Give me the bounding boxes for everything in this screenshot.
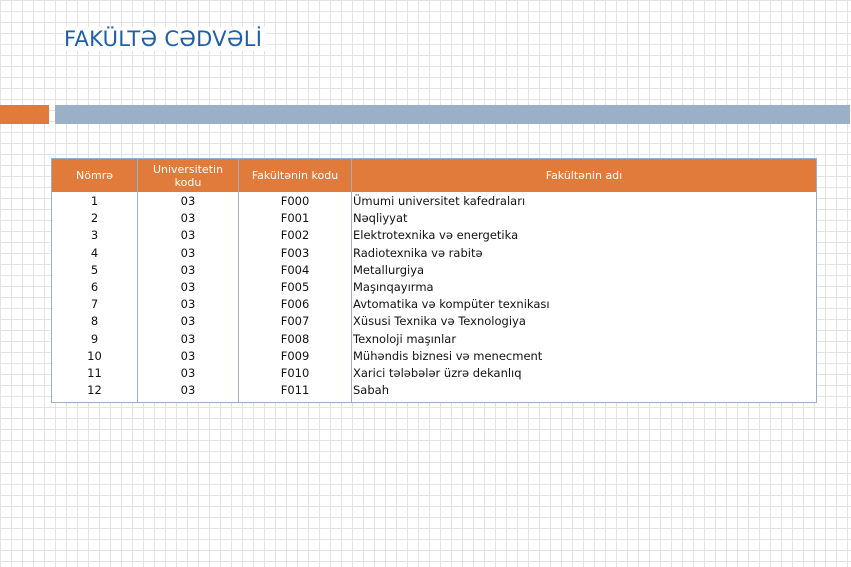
cell-university-code: 03 <box>180 348 196 363</box>
table-header <box>52 159 816 192</box>
cell-university-code: 03 <box>180 228 196 243</box>
cell-university-code: 03 <box>180 262 196 277</box>
cell-faculty-code: F000 <box>280 194 310 208</box>
cell-faculty-name: Sabah <box>353 383 389 398</box>
cell-number: 4 <box>90 245 99 260</box>
cell-number: 2 <box>90 211 99 226</box>
cell-faculty-name: Nəqliyyat <box>353 211 408 226</box>
cell-faculty-code: F004 <box>280 262 310 277</box>
cell-number: 9 <box>90 331 99 346</box>
cell-faculty-name: Ümumi universitet kafedraları <box>353 194 526 208</box>
cell-number: 1 <box>90 194 99 208</box>
cell-faculty-code: F001 <box>280 211 310 226</box>
table-row <box>52 193 816 210</box>
header-university-code: Universitetin kodu <box>152 162 224 189</box>
cell-faculty-code: F011 <box>280 383 310 398</box>
slide-title: FAKÜLTƏ CƏDVƏLİ <box>64 27 266 51</box>
cell-number: 6 <box>90 279 99 294</box>
cell-faculty-name: Maşınqayırma <box>353 279 434 294</box>
header-number: Nömrə <box>76 169 113 182</box>
cell-faculty-name: Metallurgiya <box>353 262 425 277</box>
cell-faculty-name: Xüsusi Texnika və Texnologiya <box>353 314 526 329</box>
table-row <box>52 382 816 399</box>
cell-faculty-code: F003 <box>280 245 310 260</box>
cell-number: 11 <box>87 365 102 380</box>
cell-faculty-code: F005 <box>280 279 310 294</box>
cell-university-code: 03 <box>180 245 196 260</box>
cell-number: 12 <box>87 383 102 398</box>
header-faculty-name: Fakültənin adı <box>545 169 623 182</box>
cell-university-code: 03 <box>180 194 196 208</box>
cell-faculty-code: F007 <box>280 314 310 329</box>
table-row <box>52 262 816 279</box>
cell-faculty-code: F006 <box>280 297 310 312</box>
cell-university-code: 03 <box>180 383 196 398</box>
accent-bar-orange <box>0 105 49 124</box>
cell-number: 7 <box>90 297 99 312</box>
accent-bar-blue <box>55 105 850 124</box>
table-row <box>52 331 816 348</box>
cell-university-code: 03 <box>180 211 196 226</box>
table-row <box>52 245 816 262</box>
cell-university-code: 03 <box>180 314 196 329</box>
header-faculty-code: Fakültənin kodu <box>251 169 339 182</box>
cell-university-code: 03 <box>180 279 196 294</box>
table-row <box>52 227 816 244</box>
table-row <box>52 313 816 330</box>
cell-university-code: 03 <box>180 297 196 312</box>
cell-faculty-name: Texnoloji maşınlar <box>353 331 457 346</box>
cell-faculty-code: F009 <box>280 348 310 363</box>
cell-faculty-name: Xarici tələbələr üzrə dekanlıq <box>353 365 522 380</box>
cell-number: 5 <box>90 262 99 277</box>
cell-faculty-name: Radiotexnika və rabitə <box>353 245 483 260</box>
table-row <box>52 296 816 313</box>
cell-faculty-name: Elektrotexnika və energetika <box>353 228 519 243</box>
faculty-table <box>51 158 817 403</box>
table-row <box>52 210 816 227</box>
cell-number: 8 <box>90 314 99 329</box>
cell-faculty-code: F002 <box>280 228 310 243</box>
cell-faculty-code: F010 <box>280 365 310 380</box>
table-row <box>52 365 816 382</box>
cell-university-code: 03 <box>180 331 196 346</box>
cell-number: 10 <box>87 348 102 363</box>
table-row <box>52 279 816 296</box>
table-row <box>52 348 816 365</box>
table-body <box>52 193 816 399</box>
cell-faculty-name: Mühəndis biznesi və menecment <box>353 348 543 363</box>
cell-number: 3 <box>90 228 99 243</box>
cell-university-code: 03 <box>180 365 196 380</box>
cell-faculty-code: F008 <box>280 331 310 346</box>
cell-faculty-name: Avtomatika və kompüter texnikası <box>353 297 550 312</box>
